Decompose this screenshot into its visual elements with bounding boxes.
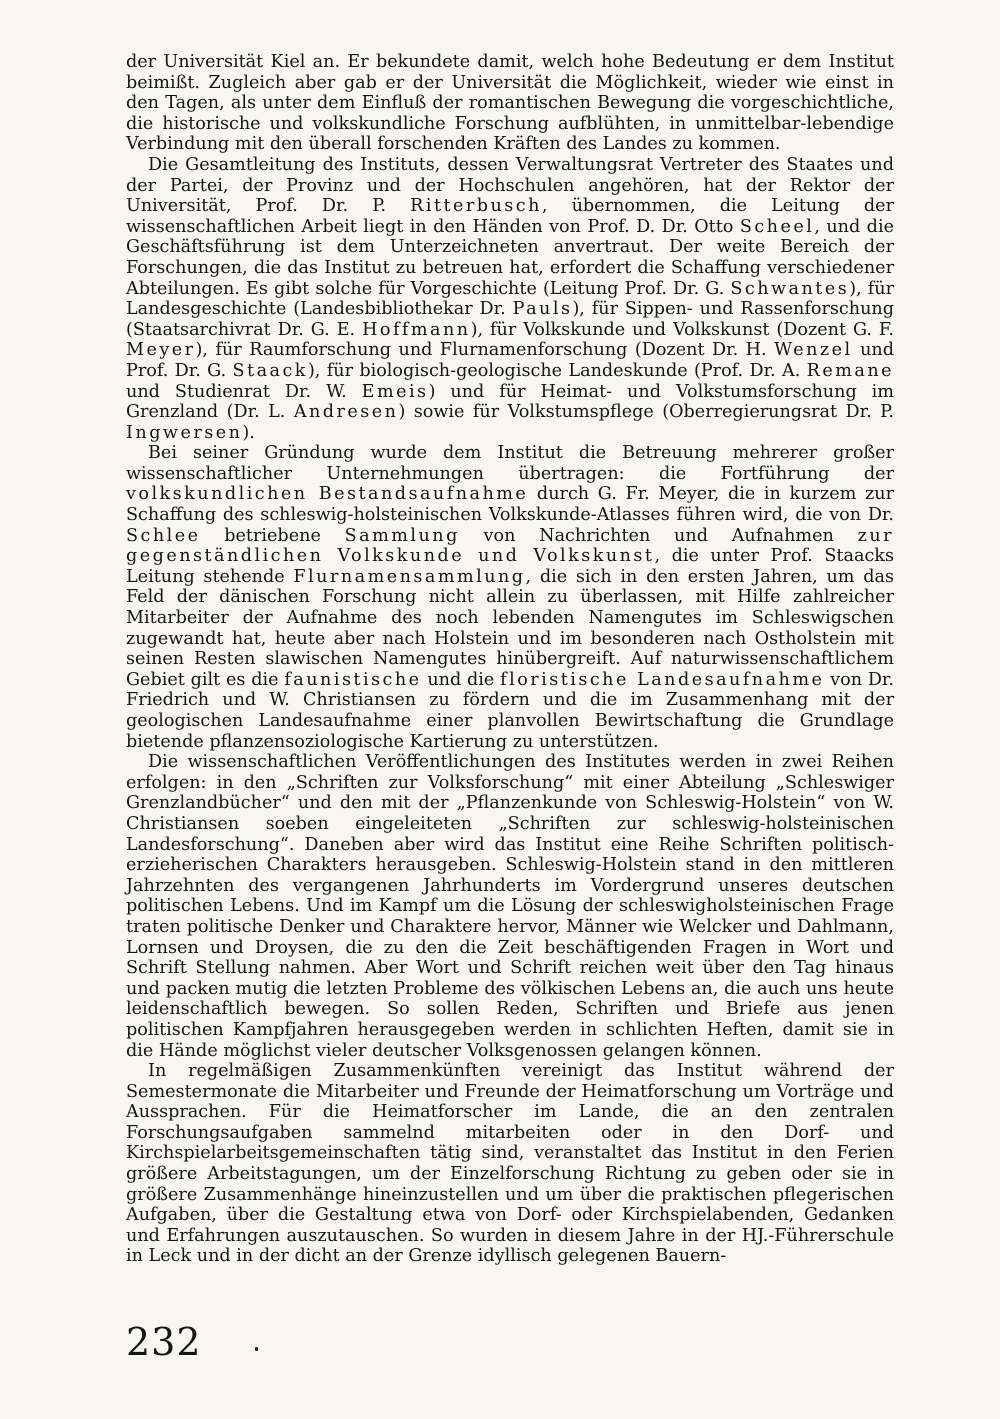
text-run: von Nachrichten und Aufnahmen xyxy=(459,525,858,546)
paragraph xyxy=(126,752,894,1061)
text-run: durch G. Fr. Meyer, die in kurzem zur Schaffung des schleswig-holsteinischen Volkskunde-Atlasses führen wird, die von Dr. xyxy=(126,484,894,526)
text-run: von Dr. Friedrich und W. Christiansen zu fördern und die im Zusammenhang mit der geologischen Landesaufnahme einer planvollen Bewirtschaftung die Grundlage bietende pflanzensoziologische Kartierung zu unterstützen. xyxy=(126,669,894,752)
text-run: und Studienrat Dr. W. xyxy=(126,381,362,402)
text-run: , und die Geschäftsführung ist dem Unterzeichneten anvertraut. Der weite Bereich der Forschungen, die das Institut zu betreuen hat, erfordert die Schaffung verschiedener Abteilungen. Es gibt solche für Vorgeschichte (Leitung Prof. Dr. G. xyxy=(126,216,894,299)
text-run: ) sowie für Volkstumspflege (Oberregierungsrat Dr. P. xyxy=(398,402,894,423)
text-run: ), für Landesgeschichte (Landesbibliothekar Dr. xyxy=(126,278,894,320)
emphasized-text: Wenzel xyxy=(774,340,853,361)
text-run: ), für Sippen- und Rassenforschung (Staatsarchivrat Dr. G. E. xyxy=(126,299,894,340)
emphasized-text: faunistische xyxy=(284,669,422,690)
text-run: , die sich in den ersten Jahren, um das Feld der dänischen Forschung nicht allein zu überlassen, mit Hilfe zahlreicher Mitarbeiter der Aufnahme des noch lebenden Namengutes im Schleswigschen zugewandt hat, heute aber nach Holstein und im besonderen nach Ostholstein mit seinen Resten slawischen Namengutes hinübergreift. Auf naturwissenschaftlichem Gebiet gilt es die xyxy=(126,566,894,690)
text-run: ), für biologisch-geologische Landeskunde (Prof. Dr. A. xyxy=(307,360,807,381)
emphasized-text: Scheel xyxy=(739,216,815,237)
emphasized-text: Schlee xyxy=(126,525,201,546)
emphasized-text: Ritterbusch xyxy=(410,196,542,217)
paragraph xyxy=(126,155,894,443)
print-speck xyxy=(255,1347,258,1351)
text-run: Die wissenschaftlichen Veröffentlichungen des Institutes werden in zwei Reihen erfolgen: in den „Schriften zur Volksforschung“ mit einer Abteilung „Schleswiger Grenzlandbücher“ und den mit der „Pflanzenkunde von Schleswig-Holstein“ von W. Christiansen soeben eingeleiteten „Schriften zur schleswig-holsteinischen Landesforschung“. Daneben aber wird das Institut eine Reihe Schriften politisch-erzieherischen Charakters herausgeben. Schleswig-Holstein stand in den mittleren Jahrzehnten des vergangenen Jahrhunderts im Vordergrund unseres deutschen politischen Lebens. Und im Kampf um die Lösung der schleswigholsteinischen Frage traten politische Denker und Charaktere hervor, Männer wie Welcker und Dahlmann, Lornsen und Droysen, die zu den die Zeit beschäftigenden Fragen in Wort und Schrift Stellung nahmen. Aber Wort und Schrift reichen weit über den Tag hinaus und packen mutig die letzten Probleme des völkischen Lebens an, die auch uns heute leidenschaftlich bewegen. So sollen Reden, Schriften und Briefe aus jenen politischen Kampfjahren herausgegeben werden in schlichten Heften, damit sie in die Hände möglichst vieler deutscher Volksgenossen gelangen können. xyxy=(126,752,894,1061)
text-run: und Prof. Dr. G. xyxy=(126,340,894,381)
page-number: 232 xyxy=(126,1320,202,1364)
emphasized-text: Andresen xyxy=(293,402,399,423)
text-run: , die unter Prof. Staacks Leitung stehende xyxy=(126,546,894,587)
text-run: betriebene xyxy=(200,525,345,546)
emphasized-text: Sammlung xyxy=(344,525,460,546)
emphasized-text: Meyer xyxy=(126,340,196,361)
emphasized-text: Emeis xyxy=(361,381,429,402)
emphasized-text: zur gegenständlichen Volkskunde und Volkskunst xyxy=(126,525,895,567)
text-run: , übernommen, die Leitung der wissenschaftlichen Arbeit liegt in den Händen von Prof. D. Dr. Otto xyxy=(126,196,895,237)
text-run: ) und für Heimat- und Volkstumsforschung im Grenzland (Dr. L. xyxy=(126,381,894,423)
text-run: In regelmäßigen Zusammenkünften vereinigt das Institut während der Semestermonate die Mitarbeiter und Freunde der Heimatforschung um Vorträge und Aussprachen. Für die Heimatforscher im Lande, die an den zentralen Forschungsaufgaben sammelnd mitarbeiten oder in den Dorf- und Kirchspielarbeitsgemeinschaften tätig sind, veranstaltet das Institut in den Ferien größere Arbeitstagungen, um der Einzelforschung Richtung zu geben oder sie in größere Zusammenhänge hineinzustellen und um über die praktischen pflegerischen Aufgaben, über die Gestaltung etwa von Dorf- oder Kirchspielabenden, Gedanken und Erfahrungen auszutauschen. So wurden in diesem Jahre in der HJ.-Führerschule in Leck und in der dicht an der Grenze idyllisch gelegenen Bauern- xyxy=(126,1061,894,1267)
paragraph xyxy=(126,52,894,155)
emphasized-text: Ingwersen xyxy=(126,422,243,443)
text-run: ), für Raumforschung und Flurnamenforschung (Dozent Dr. H. xyxy=(195,340,775,361)
text-run: Bei seiner Gründung wurde dem Institut die Betreuung mehrerer großer wissenschaftlicher Unternehmungen übertragen: die Fortführung der xyxy=(126,443,894,484)
emphasized-text: Remane xyxy=(806,360,894,381)
emphasized-text: floristische Landesaufnahme xyxy=(500,669,825,690)
emphasized-text: Hoffmann xyxy=(362,319,471,340)
emphasized-text: Pauls xyxy=(512,299,573,320)
paragraph xyxy=(126,443,894,752)
paragraph xyxy=(126,1061,894,1267)
text-run: und die xyxy=(421,669,501,690)
emphasized-text: Flurnamensammlung xyxy=(293,566,526,587)
text-run: ). xyxy=(242,422,255,443)
text-run: Die Gesamtleitung des Instituts, dessen Verwaltungsrat Vertreter des Staates und der Partei, der Provinz und der Hochschulen angehören, hat der Rektor der Universität, Prof. Dr. P. xyxy=(126,154,894,217)
text-run: der Universität Kiel an. Er bekundete damit, welch hohe Bedeutung er dem Institut beimißt. Zugleich aber gab er der Universität die Möglichkeit, wieder wie einst in den Tagen, als unter dem Einfluß der romantischen Bewegung die vorgeschichtliche, die historische und volkskundliche Forschung aufblühten, in unmittelbar-lebendige Verbindung mit den überall forschenden Kräften des Landes zu kommen. xyxy=(126,52,894,155)
emphasized-text: Staack xyxy=(232,360,308,381)
body-text xyxy=(126,52,894,1267)
emphasized-text: volkskundlichen Bestandsaufnahme xyxy=(126,484,529,505)
text-run: ), für Volkskunde und Volkskunst (Dozent G. F. xyxy=(470,319,894,340)
emphasized-text: Schwantes xyxy=(730,278,850,299)
